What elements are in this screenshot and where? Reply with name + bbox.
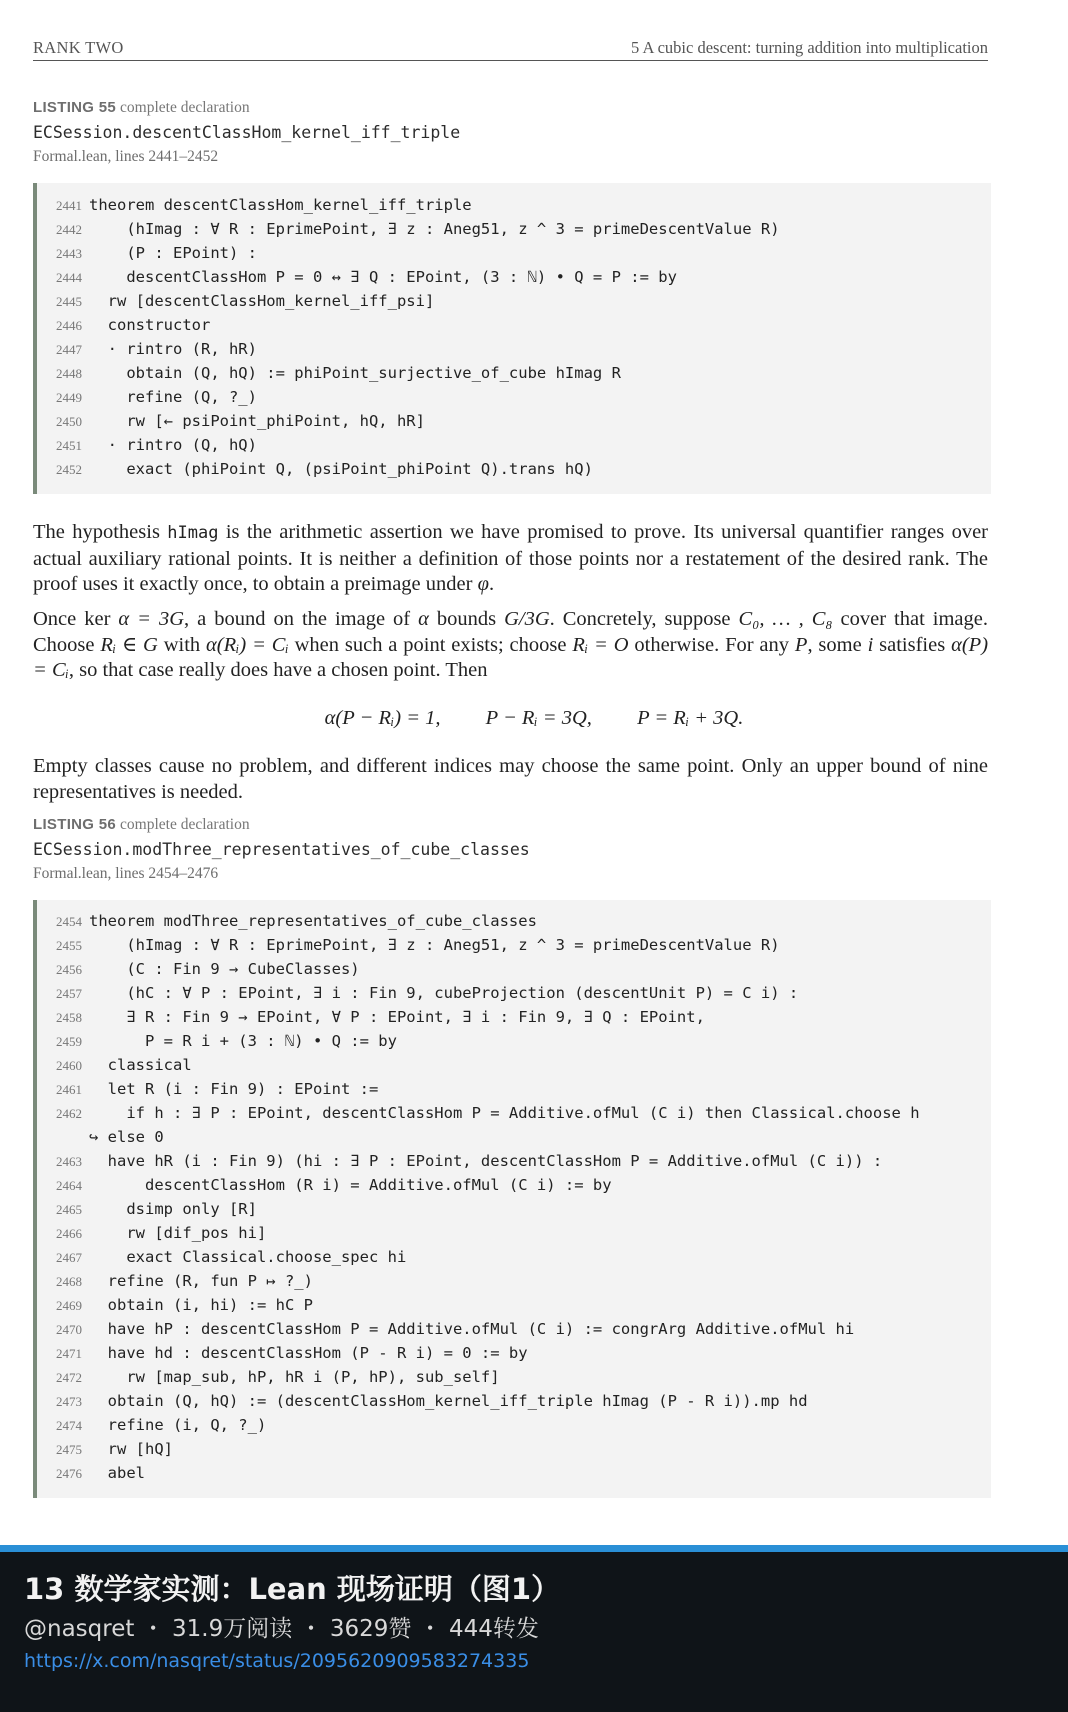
line-number: 2473 — [56, 1394, 82, 1409]
line-number: 2447 — [56, 342, 82, 357]
line-number: 2451 — [56, 438, 82, 453]
para2-i: , some — [807, 633, 868, 656]
code-text: ∃ R : Fin 9 → EPoint, ∀ P : EPoint, ∃ i : Fin 9, ∃ Q : EPoint, — [89, 1008, 705, 1026]
para2-k: , so that case really does have a chosen point. Then — [68, 659, 488, 681]
code-line — [37, 340, 991, 364]
para1-code-himag: hImag — [167, 523, 219, 543]
code-line — [37, 436, 991, 460]
code-text: dsimp only [R] — [89, 1200, 257, 1218]
line-number: 2472 — [56, 1370, 82, 1385]
code-line — [37, 1248, 991, 1272]
code-line — [37, 1152, 991, 1176]
code-line — [37, 364, 991, 388]
para2-h: otherwise. For any — [628, 633, 795, 656]
line-number: 2445 — [56, 294, 82, 309]
code-line — [37, 1440, 991, 1464]
line-number: 2458 — [56, 1010, 82, 1025]
code-text: · rintro (R, hR) — [89, 340, 257, 358]
code-line — [37, 220, 991, 244]
para2-j: satisfies — [873, 633, 952, 656]
line-number: 2450 — [56, 414, 82, 429]
listing-56-label — [33, 816, 530, 834]
running-head-left: RANK TWO — [33, 38, 124, 57]
line-number: 2460 — [56, 1058, 82, 1073]
listing-55-header — [33, 99, 460, 166]
listing-56-header — [33, 816, 530, 883]
listing-55-declaration-name: ECSession.descentClassHom_kernel_iff_triple — [33, 123, 461, 142]
code-text: exact (phiPoint Q, (psiPoint_phiPoint Q).trans hQ) — [89, 460, 593, 478]
para1-text-b: is the arithmetic assertion we have promised to prove. Its universal quantifier ranges over actual auxiliary rational points. It is neither a definition of those points nor a restatement of the desired rank. The proof uses it exactly once, to obtain a preimage under — [33, 521, 988, 595]
line-number — [37, 1128, 89, 1130]
line-number: 2474 — [56, 1418, 82, 1433]
line-number: 2449 — [56, 390, 82, 405]
para2-quotient: G/3G — [504, 608, 550, 630]
para1-phi: φ — [477, 573, 489, 595]
para2-alpha-ri: α(Rᵢ) = Cᵢ — [206, 633, 289, 656]
para2-f: with — [157, 633, 207, 656]
code-line — [37, 960, 991, 984]
line-number: 2470 — [56, 1322, 82, 1337]
line-number: 2469 — [56, 1298, 82, 1313]
line-number: 2466 — [56, 1226, 82, 1241]
code-text: P = R i + (3 : ℕ) • Q := by — [89, 1032, 397, 1050]
line-number: 2463 — [56, 1154, 82, 1169]
code-line — [37, 1464, 991, 1488]
code-line — [37, 1224, 991, 1248]
listing-56-source: Formal.lean, lines 2454–2476 — [33, 865, 219, 882]
code-line — [37, 460, 991, 484]
line-number: 2448 — [56, 366, 82, 381]
code-text: rw [hQ] — [89, 1440, 173, 1458]
footer-meta: @nasqret ・ 31.9万阅读 ・ 3629赞 ・ 444转发 — [24, 1616, 539, 1642]
code-line — [37, 1296, 991, 1320]
para2-classes: C₀, … , C₈ — [738, 608, 833, 630]
running-head-right: 5 A cubic descent: turning addition into multiplication — [631, 38, 988, 57]
para2-p: P — [794, 633, 808, 656]
code-text: · rintro (Q, hQ) — [89, 436, 257, 454]
line-number: 2442 — [56, 222, 82, 237]
line-number: 2441 — [56, 198, 82, 213]
line-number: 2471 — [56, 1346, 82, 1361]
code-text: have hd : descentClassHom (P - R i) = 0 := by — [89, 1344, 528, 1362]
listing-55-source: Formal.lean, lines 2441–2452 — [33, 148, 219, 165]
code-text: classical — [89, 1056, 192, 1074]
line-number: 2465 — [56, 1202, 82, 1217]
code-text: abel — [89, 1464, 145, 1482]
listing-56-number: LISTING 56 — [33, 816, 117, 833]
code-line — [37, 316, 991, 340]
code-text: if h : ∃ P : EPoint, descentClassHom P = Additive.ofMul (C i) then Classical.choose h — [89, 1104, 920, 1122]
para1-text-a: The hypothesis — [33, 521, 168, 543]
line-number: 2462 — [56, 1106, 82, 1121]
code-text: let R (i : Fin 9) : EPoint := — [89, 1080, 379, 1098]
line-number: 2446 — [56, 318, 82, 333]
code-text: (C : Fin 9 → CubeClasses) — [89, 960, 360, 978]
line-number: 2456 — [56, 962, 82, 977]
listing-55-number: LISTING 55 — [33, 99, 117, 116]
display-equation — [0, 707, 1068, 730]
code-text: obtain (Q, hQ) := phiPoint_surjective_of_cube hImag R — [89, 364, 621, 382]
listing-56-code-block — [33, 900, 991, 1498]
code-text: (hImag : ∀ R : EprimePoint, ∃ z : Aneg51, z ^ 3 = primeDescentValue R) — [89, 936, 780, 954]
code-text: theorem modThree_representatives_of_cube_classes — [89, 912, 537, 930]
para2-d: . Concretely, suppose — [549, 608, 739, 630]
equation-part-1: α(P − Rᵢ) = 1, — [324, 707, 441, 729]
line-number: 2475 — [56, 1442, 82, 1457]
para2-e: cover that image. Choose — [33, 608, 988, 656]
code-line — [37, 1056, 991, 1080]
running-head — [33, 36, 988, 61]
para2-ri-zero: Rᵢ = O — [572, 633, 629, 656]
para1-text-c: . — [488, 573, 495, 595]
code-line — [37, 1176, 991, 1200]
code-line — [37, 1392, 991, 1416]
paragraph-representatives — [33, 607, 988, 684]
code-line — [37, 1416, 991, 1440]
code-text: constructor — [89, 316, 211, 334]
code-text: have hR (i : Fin 9) (hi : ∃ P : EPoint, descentClassHom P = Additive.ofMul (C i)) : — [89, 1152, 883, 1170]
line-number: 2464 — [56, 1178, 82, 1193]
para2-index: i — [867, 633, 874, 656]
para2-alpha-kernel: α = 3G — [118, 608, 185, 630]
code-line — [37, 1032, 991, 1056]
post-footer — [0, 1545, 1068, 1712]
code-text: (hC : ∀ P : EPoint, ∃ i : Fin 9, cubeProjection (descentUnit P) = C i) : — [89, 984, 799, 1002]
code-line — [37, 1200, 991, 1224]
equation-part-3: P = Rᵢ + 3Q. — [637, 707, 744, 729]
code-text: descentClassHom (R i) = Additive.ofMul (C i) := by — [89, 1176, 612, 1194]
line-number: 2457 — [56, 986, 82, 1001]
paragraph-empty-classes — [33, 754, 988, 805]
footer-link[interactable]: https://x.com/nasqret/status/2095620909583274335 — [24, 1650, 530, 1672]
para2-c: bounds — [428, 608, 505, 630]
listing-56-kind: complete declaration — [120, 816, 250, 833]
equation-part-2: P − Rᵢ = 3Q, — [485, 707, 592, 729]
footer-accent-bar — [0, 1545, 1068, 1552]
code-text: descentClassHom P = 0 ↔ ∃ Q : EPoint, (3 : ℕ) • Q = P := by — [89, 268, 677, 286]
code-line — [37, 1104, 991, 1128]
para2-alpha: α — [418, 608, 429, 630]
code-line — [37, 1368, 991, 1392]
code-text: rw [descentClassHom_kernel_iff_psi] — [89, 292, 435, 310]
code-text: (P : EPoint) : — [89, 244, 257, 262]
paragraph-hypothesis — [33, 520, 988, 598]
line-number: 2455 — [56, 938, 82, 953]
para2-b: , a bound on the image of — [184, 608, 419, 630]
line-number: 2476 — [56, 1466, 82, 1481]
code-text: (hImag : ∀ R : EprimePoint, ∃ z : Aneg51, z ^ 3 = primeDescentValue R) — [89, 220, 780, 238]
listing-55-kind: complete declaration — [120, 99, 250, 116]
code-line — [37, 292, 991, 316]
code-text: exact Classical.choose_spec hi — [89, 1248, 407, 1266]
code-text: obtain (Q, hQ) := (descentClassHom_kernel_iff_triple hImag (P - R i)).mp hd — [89, 1392, 808, 1410]
line-number: 2461 — [56, 1082, 82, 1097]
line-number: 2467 — [56, 1250, 82, 1265]
code-text: rw [map_sub, hP, hR i (P, hP), sub_self] — [89, 1368, 500, 1386]
line-number: 2444 — [56, 270, 82, 285]
code-text: obtain (i, hi) := hC P — [89, 1296, 313, 1314]
code-text: rw [← psiPoint_phiPoint, hQ, hR] — [89, 412, 425, 430]
listing-55-label — [33, 99, 460, 117]
code-line — [37, 912, 991, 936]
line-number: 2454 — [56, 914, 82, 929]
listing-55-code-block — [33, 183, 991, 494]
code-line — [37, 1128, 991, 1152]
line-number: 2443 — [56, 246, 82, 261]
para2-ri: Rᵢ ∈ G — [100, 633, 158, 656]
code-text: theorem descentClassHom_kernel_iff_triple — [89, 196, 472, 214]
para2-a: Once ker — [33, 608, 119, 630]
code-line — [37, 388, 991, 412]
code-text: refine (Q, ?_) — [89, 388, 257, 406]
line-number: 2459 — [56, 1034, 82, 1049]
code-text: refine (R, fun P ↦ ?_) — [89, 1272, 313, 1290]
code-text: refine (i, Q, ?_) — [89, 1416, 267, 1434]
code-line — [37, 1272, 991, 1296]
code-line — [37, 1008, 991, 1032]
listing-56-declaration-name: ECSession.modThree_representatives_of_cube_classes — [33, 840, 530, 859]
code-line — [37, 936, 991, 960]
code-line — [37, 196, 991, 220]
para2-alpha-p: α(P) = Cᵢ — [33, 633, 989, 681]
code-line — [37, 244, 991, 268]
code-line — [37, 984, 991, 1008]
code-line — [37, 1080, 991, 1104]
code-line — [37, 268, 991, 292]
code-text: rw [dif_pos hi] — [89, 1224, 267, 1242]
code-line — [37, 412, 991, 436]
para3-text: Empty classes cause no problem, and different indices may choose the same point. Only an upper bound of nine representatives is needed. — [33, 755, 988, 803]
para2-g: when such a point exists; choose — [288, 633, 573, 656]
footer-title: 13 数学家实测：Lean 现场证明（图1） — [24, 1572, 561, 1606]
line-number: 2452 — [56, 462, 82, 477]
code-text: ↪ else 0 — [89, 1128, 164, 1146]
code-line — [37, 1320, 991, 1344]
code-line — [37, 1344, 991, 1368]
code-text: have hP : descentClassHom P = Additive.ofMul (C i) := congrArg Additive.ofMul hi — [89, 1320, 855, 1338]
line-number: 2468 — [56, 1274, 82, 1289]
